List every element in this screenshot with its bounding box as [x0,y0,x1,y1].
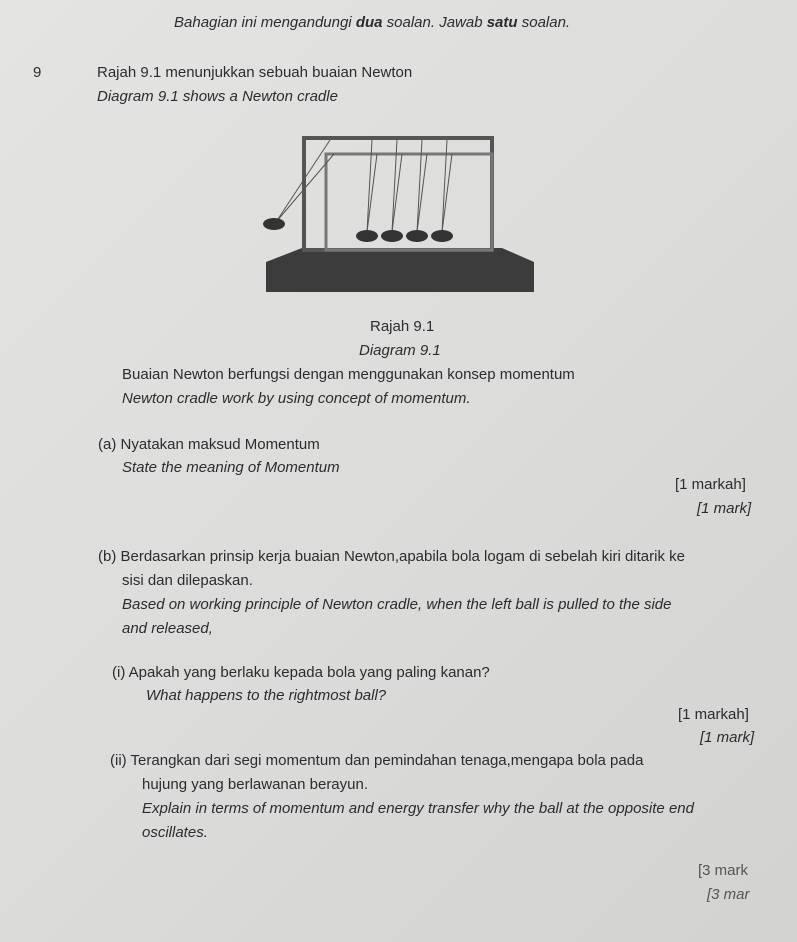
ball [381,230,403,242]
mark-a-ms: [1 markah] [675,476,746,493]
question-bii-ms1: (ii) Terangkan dari segi momentum dan pemindahan tenaga,mengapa bola pada [110,752,644,769]
question-b-en1: Based on working principle of Newton cradle, when the left ball is pulled to the side [122,596,672,613]
question-number: 9 [33,64,42,81]
ball [431,230,453,242]
pulled-ball [263,218,285,230]
section-instruction: Bahagian ini mengandungi dua soalan. Jawab satu soalan. [174,14,571,31]
mark-bii-en: [3 mar [707,886,750,903]
question-a-ms: (a) Nyatakan maksud Momentum [98,436,320,453]
mark-a-en: [1 mark] [697,500,752,517]
mark-bii-ms: [3 mark [698,862,749,879]
question-a-en: State the meaning of Momentum [122,459,340,476]
mark-bi-ms: [1 markah] [678,706,749,723]
cradle-base [266,248,534,292]
question-b-ms1: (b) Berdasarkan prinsip kerja buaian Newton,apabila bola logam di sebelah kiri ditarik ke [98,548,685,565]
question-bii-en1: Explain in terms of momentum and energy transfer why the ball at the opposite end [142,800,694,817]
question-b-en2: and released, [122,620,213,637]
caption-ms: Rajah 9.1 [370,318,435,335]
intro-ms: Rajah 9.1 menunjukkan sebuah buaian Newton [97,64,413,81]
statement-en: Newton cradle work by using concept of momentum. [122,390,471,407]
intro-en: Diagram 9.1 shows a Newton cradle [97,88,338,105]
question-bi-ms: (i) Apakah yang berlaku kepada bola yang paling kanan? [112,664,490,681]
ball [406,230,428,242]
caption-en: Diagram 9.1 [359,342,441,359]
question-b-ms2: sisi dan dilepaskan. [122,572,253,589]
ball [356,230,378,242]
question-bii-en2: oscillates. [142,824,208,841]
statement-ms: Buaian Newton berfungsi dengan menggunakan konsep momentum [122,366,575,383]
newton-cradle-diagram [262,132,538,294]
question-bi-en: What happens to the rightmost ball? [146,687,387,704]
question-bii-ms2: hujung yang berlawanan berayun. [142,776,369,793]
mark-bi-en: [1 mark] [700,729,755,746]
